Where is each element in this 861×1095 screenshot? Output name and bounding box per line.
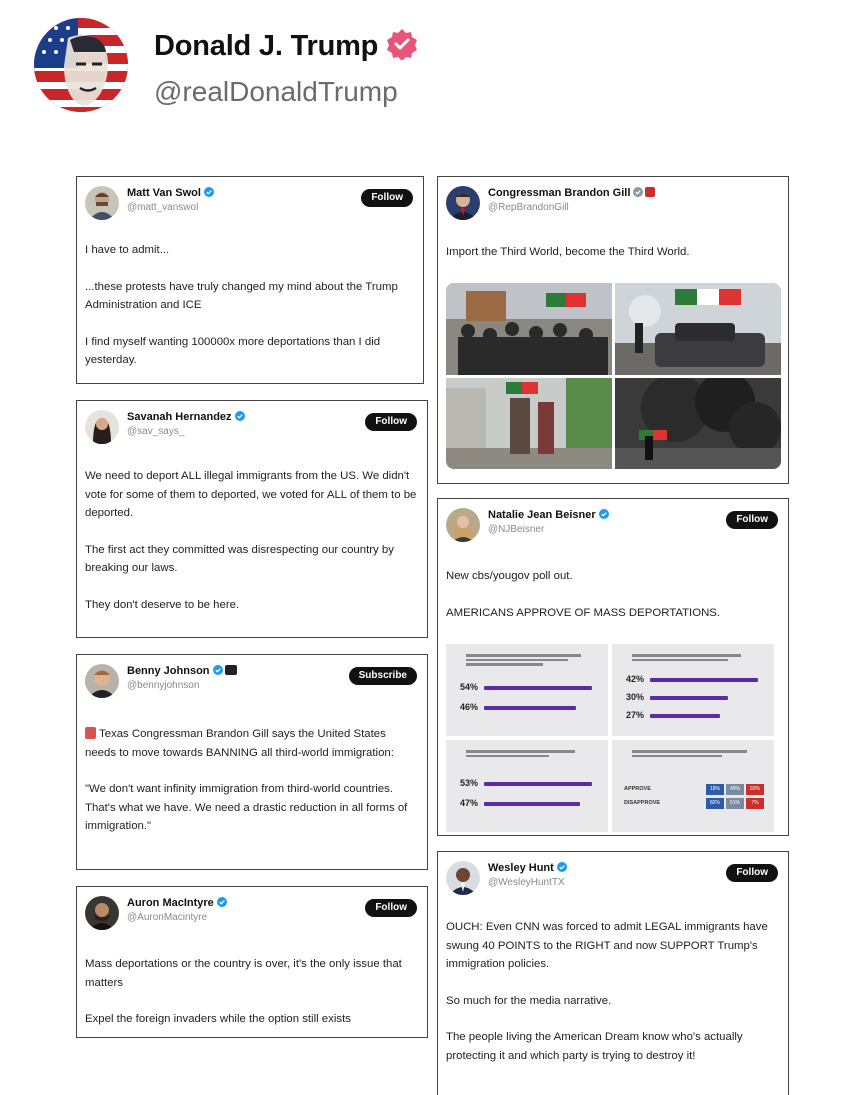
- follow-button[interactable]: Follow: [365, 413, 417, 431]
- tweet-text: "We don't want infinity immigration from third-world countries. That's what we have. We need a drastic reduction in all forms of immigration.": [85, 783, 408, 832]
- tweet-card-wesley-hunt[interactable]: [437, 851, 789, 1095]
- poll-image-grid[interactable]: [446, 644, 774, 832]
- avatar[interactable]: [446, 508, 480, 542]
- author-name[interactable]: Congressman Brandon Gill: [488, 187, 655, 199]
- author-name[interactable]: Benny Johnson: [127, 665, 237, 677]
- follow-button[interactable]: Follow: [365, 899, 417, 917]
- tweet-header: [85, 896, 419, 936]
- poll-card-1[interactable]: [446, 644, 608, 736]
- verified-icon: [204, 187, 214, 197]
- poll-title: [466, 654, 594, 664]
- flag-badge-icon: [645, 187, 655, 197]
- tweet-header: [85, 186, 415, 226]
- poll-bar: [484, 802, 580, 806]
- author-name[interactable]: Natalie Jean Beisner: [488, 509, 609, 521]
- verified-icon: [217, 897, 227, 907]
- profile-handle: @realDonaldTrump: [154, 76, 398, 107]
- tweet-card-natalie-beisner[interactable]: [437, 498, 789, 836]
- affiliate-badge-icon: [225, 665, 237, 675]
- avatar[interactable]: [85, 896, 119, 930]
- media-photo-protest-crowd[interactable]: [446, 283, 612, 375]
- profile-avatar[interactable]: [34, 18, 128, 112]
- subscribe-button[interactable]: Subscribe: [349, 667, 417, 685]
- poll-bar: [484, 706, 576, 710]
- tweet-body: [85, 467, 419, 614]
- author-handle[interactable]: @WesleyHuntTX: [488, 877, 565, 888]
- poll-pct: 42%: [626, 674, 645, 684]
- tweet-text: New cbs/yougov poll out.: [446, 570, 573, 582]
- poll-pct: 30%: [626, 692, 645, 702]
- tweet-text: AMERICANS APPROVE OF MASS DEPORTATIONS.: [446, 606, 721, 619]
- poll-cell: 18%: [706, 784, 724, 795]
- tweet-text: They don't deserve to be here.: [85, 598, 240, 611]
- poll-card-2[interactable]: [612, 644, 774, 736]
- author-name[interactable]: Wesley Hunt: [488, 862, 567, 874]
- tweet-text: We need to deport ALL illegal immigrants from the US. We didn't vote for some of them to deported, we voted for ALL of them to be deported.: [85, 470, 417, 519]
- author-name[interactable]: Savanah Hernandez: [127, 411, 245, 423]
- tweet-media-grid[interactable]: [446, 283, 781, 469]
- poll-row-label: APPROVE: [624, 786, 651, 792]
- poll-card-3[interactable]: [446, 740, 608, 832]
- poll-cell: 49%: [726, 784, 744, 795]
- tweet-header: [446, 186, 780, 226]
- poll-card-4[interactable]: [612, 740, 774, 832]
- tweet-body: [85, 241, 415, 370]
- tweet-text: I have to admit...: [85, 244, 170, 256]
- follow-button[interactable]: Follow: [726, 864, 778, 882]
- poll-title: [466, 750, 594, 760]
- tweet-body: [446, 918, 780, 1065]
- tweet-text: ...these protests have truly changed my mind about the Trump Administration and ICE: [85, 280, 398, 311]
- tweet-body: [85, 725, 419, 836]
- poll-pct: 53%: [460, 778, 479, 788]
- tweet-text: Expel the foreign invaders while the option still exists: [85, 1013, 351, 1025]
- tweet-header: [85, 410, 419, 450]
- poll-pct: 27%: [626, 710, 645, 720]
- follow-button[interactable]: Follow: [726, 511, 778, 529]
- tweet-text: OUCH: Even CNN was forced to admit LEGAL immigrants have swung 40 POINTS to the RIGHT and now SUPPORT Trump's immigration policies.: [446, 921, 768, 970]
- follow-button[interactable]: Follow: [361, 189, 413, 207]
- poll-bar: [484, 782, 592, 786]
- tweet-card-matt-van-swol[interactable]: [76, 176, 424, 384]
- poll-bar: [484, 686, 592, 690]
- tweet-text: Mass deportations or the country is over, it's the only issue that matters: [85, 958, 402, 989]
- author-handle[interactable]: @NJBeisner: [488, 524, 545, 535]
- tweet-body: [446, 243, 780, 262]
- tweet-card-auron-macintyre[interactable]: [76, 886, 428, 1038]
- tweet-body: [446, 567, 780, 622]
- poll-cell: 7%: [746, 798, 764, 809]
- author-name[interactable]: Matt Van Swol: [127, 187, 214, 199]
- poll-cell: 82%: [706, 798, 724, 809]
- tweet-card-savanah-hernandez[interactable]: [76, 400, 428, 638]
- media-photo-burning-car[interactable]: [615, 283, 781, 375]
- poll-bar: [650, 714, 720, 718]
- poll-pct: 46%: [460, 702, 479, 712]
- author-handle[interactable]: @bennyjohnson: [127, 680, 200, 691]
- verified-gray-icon: [633, 187, 643, 197]
- tweet-text: Texas Congressman Brandon Gill says the United States needs to move towards BANNING all third-world immigration:: [85, 728, 394, 759]
- tweet-header: [446, 508, 780, 548]
- poll-bar: [650, 678, 758, 682]
- author-name[interactable]: Auron MacIntyre: [127, 897, 227, 909]
- poll-pct: 47%: [460, 798, 479, 808]
- author-handle[interactable]: @AuronMacintyre: [127, 912, 208, 923]
- media-photo-smoke[interactable]: [615, 378, 781, 469]
- avatar[interactable]: [446, 861, 480, 895]
- verified-icon: [599, 509, 609, 519]
- avatar[interactable]: [446, 186, 480, 220]
- tweet-text: The people living the American Dream know who's actually protecting it and which party is trying to destroy it!: [446, 1031, 743, 1062]
- alert-emoji-icon: [85, 727, 96, 739]
- verified-badge-icon: [386, 28, 418, 60]
- tweet-header: [85, 664, 419, 704]
- author-handle[interactable]: @sav_says_: [127, 426, 185, 437]
- avatar[interactable]: [85, 664, 119, 698]
- tweet-header: [446, 861, 780, 901]
- profile-name: Donald J. Trump: [154, 28, 418, 63]
- tweet-text: So much for the media narrative.: [446, 994, 612, 1007]
- tweet-text: I find myself wanting 100000x more deportations than I did yesterday.: [85, 335, 381, 366]
- author-handle[interactable]: @matt_vanswol: [127, 202, 199, 213]
- poll-title: [632, 750, 760, 760]
- verified-icon: [235, 411, 245, 421]
- poll-cell: 93%: [746, 784, 764, 795]
- poll-row-label: DISAPPROVE: [624, 800, 661, 806]
- author-handle[interactable]: @RepBrandonGill: [488, 202, 569, 213]
- poll-cell: 51%: [726, 798, 744, 809]
- verified-icon: [557, 862, 567, 872]
- tweet-text: The first act they committed was disrespecting our country by breaking our laws.: [85, 543, 394, 574]
- avatar[interactable]: [85, 186, 119, 220]
- tweet-body: [85, 955, 419, 1029]
- media-photo-street-flag[interactable]: [446, 378, 612, 469]
- verified-icon: [213, 665, 223, 675]
- poll-bar: [650, 696, 728, 700]
- poll-pct: 54%: [460, 682, 479, 692]
- tweet-text: Import the Third World, become the Third World.: [446, 246, 690, 258]
- profile-header: [34, 18, 834, 118]
- tweet-card-brandon-gill[interactable]: [437, 176, 789, 484]
- avatar[interactable]: [85, 410, 119, 444]
- tweet-card-benny-johnson[interactable]: [76, 654, 428, 870]
- poll-title: [632, 654, 760, 664]
